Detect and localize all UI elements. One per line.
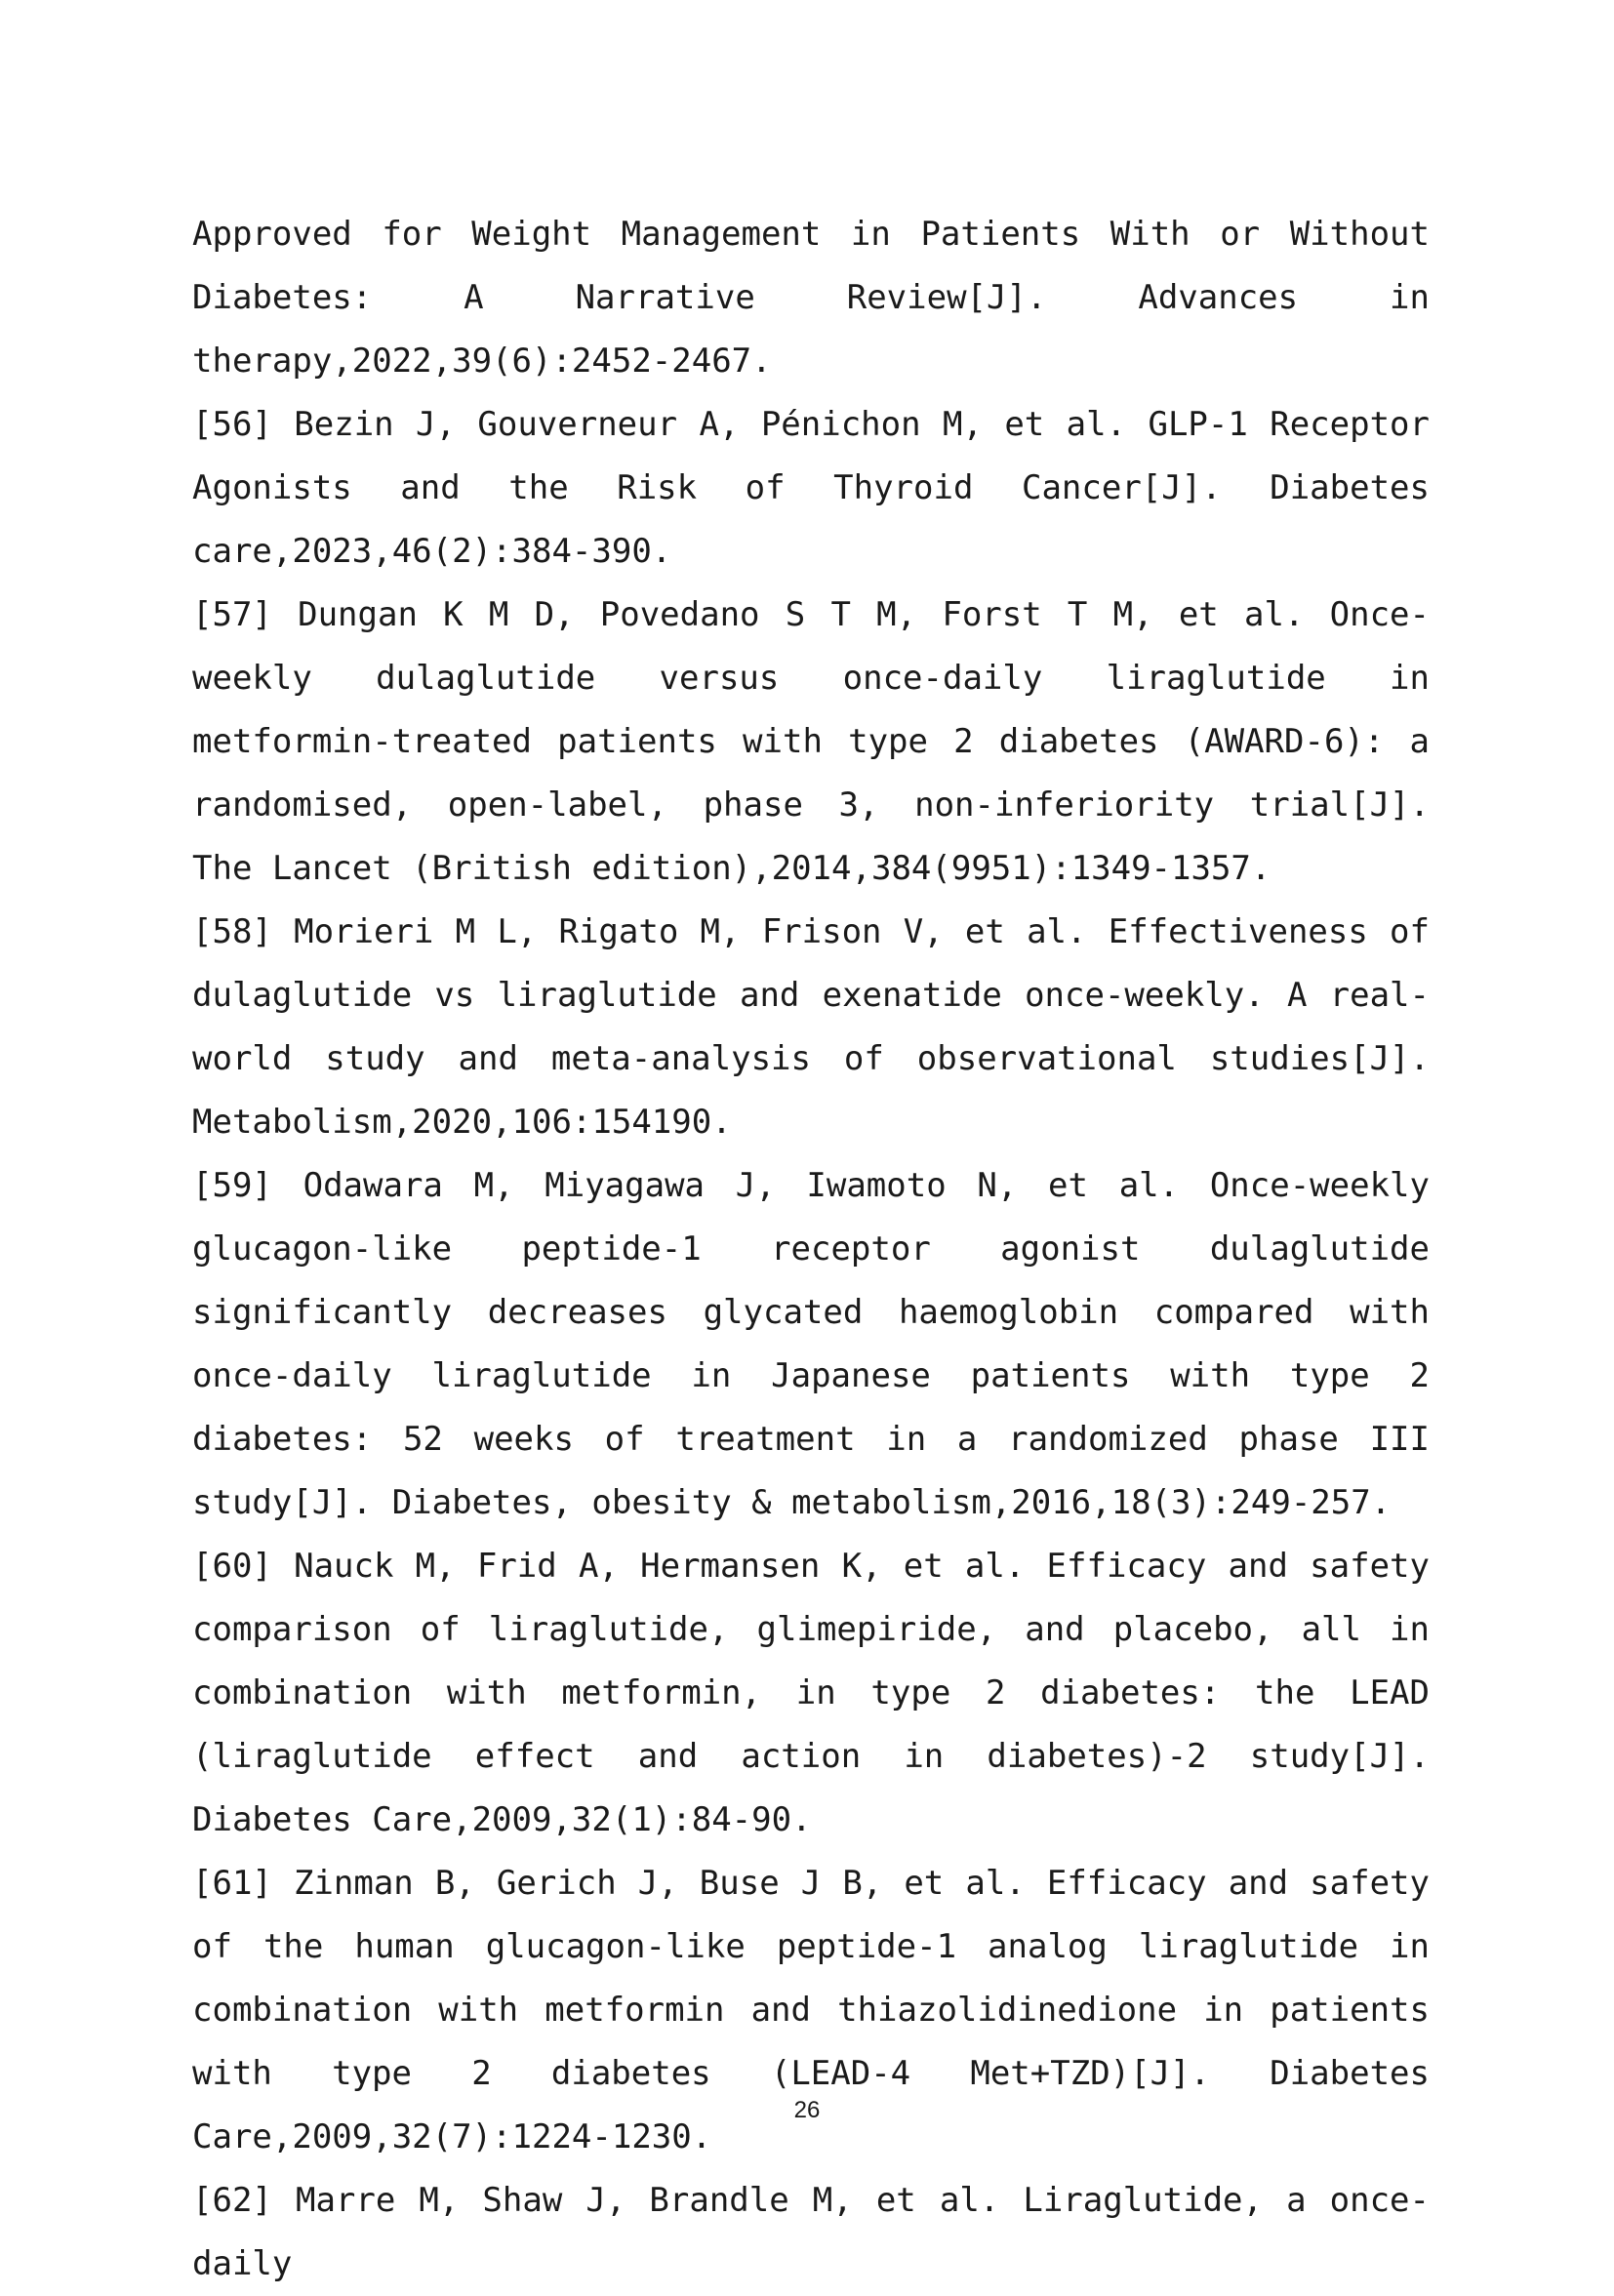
reference-continued: Approved for Weight Management in Patients With or Without Diabetes: A Narrative Review[J]. Advances in therapy,2022,39(6):2452-2467. xyxy=(192,215,1430,381)
reference-56: [56] Bezin J, Gouverneur A, Pénichon M, et al. GLP-1 Receptor Agonists and the Risk of Thyroid Cancer[J]. Diabetes care,2023,46(2):384-390. xyxy=(192,405,1430,571)
reference-61: [61] Zinman B, Gerich J, Buse J B, et al. Efficacy and safety of the human glucagon-like peptide-1 analog liraglutide in combination with metformin and thiazolidinedione in patients with type 2 diabetes (LEAD-4 Met+TZD)[J]. Diabetes Care,2009,32(7):1224-1230. xyxy=(192,1864,1430,2156)
reference-list xyxy=(192,203,1430,2296)
reference-62: [62] Marre M, Shaw J, Brandle M, et al. Liraglutide, a once-daily xyxy=(192,2181,1430,2283)
reference-60: [60] Nauck M, Frid A, Hermansen K, et al. Efficacy and safety comparison of liraglutide, glimepiride, and placebo, all in combination with metformin, in type 2 diabetes: the LEAD (liraglutide effect and action in diabetes)-2 study[J]. Diabetes Care,2009,32(1):84-90. xyxy=(192,1547,1430,1839)
reference-57: [57] Dungan K M D, Povedano S T M, Forst T M, et al. Once-weekly dulaglutide versus once-daily liraglutide in metformin-treated patients with type 2 diabetes (AWARD-6): a randomised, open-label, phase 3, non-inferiority trial[J]. The Lancet (British edition),2014,384(9951):1349-1357. xyxy=(192,595,1430,888)
reference-58: [58] Morieri M L, Rigato M, Frison V, et al. Effectiveness of dulaglutide vs liraglutide and exenatide once-weekly. A real-world study and meta-analysis of observational studies[J]. Metabolism,2020,106:154190. xyxy=(192,912,1430,1142)
page-number: 26 xyxy=(793,2097,821,2123)
reference-59: [59] Odawara M, Miyagawa J, Iwamoto N, et al. Once-weekly glucagon-like peptide-1 receptor agonist dulaglutide significantly decreases glycated haemoglobin compared with once-daily liraglutide in Japanese patients with type 2 diabetes: 52 weeks of treatment in a randomized phase III study[J]. Diabetes, obesity & metabolism,2016,18(3):249-257. xyxy=(192,1166,1430,1522)
